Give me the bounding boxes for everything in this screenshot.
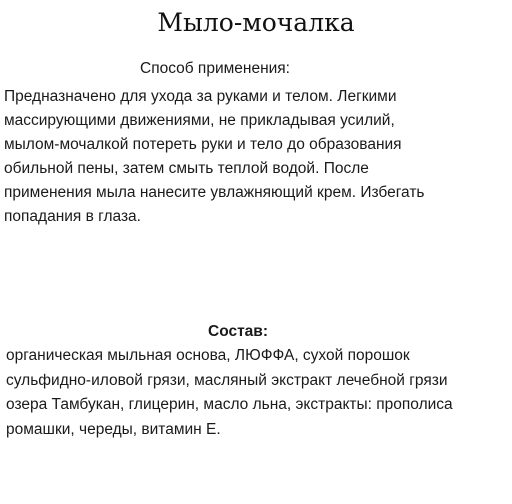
composition-line: органическая мыльная основа, ЛЮФФА, сухой порошок xyxy=(6,347,410,364)
usage-heading: Способ применения: xyxy=(140,60,290,77)
composition-line: сульфидно-иловой грязи, масляный экстракт лечебной грязи xyxy=(6,371,448,389)
usage-line: мылом-мочалкой потереть руки и тело до образования xyxy=(4,136,402,153)
usage-line: массирующими движениями, не прикладывая усилий, xyxy=(4,112,395,129)
product-title: Мыло-мочалка xyxy=(157,8,355,37)
usage-line: попадания в глаза. xyxy=(4,208,141,225)
composition-line: озера Тамбукан, глицерин, масло льна, экстракты: прополиса xyxy=(6,396,453,413)
usage-line: обильной пены, затем смыть теплой водой. После xyxy=(4,160,369,177)
composition-line: ромашки, череды, витамин Е. xyxy=(6,420,221,438)
composition-text xyxy=(0,344,512,442)
usage-line: Предназначено для ухода за руками и телом. Легкими xyxy=(4,88,397,105)
composition-heading: Состав: xyxy=(208,323,268,340)
usage-text xyxy=(0,85,512,229)
usage-line: применения мыла нанесите увлажняющий крем. Избегать xyxy=(4,184,425,201)
